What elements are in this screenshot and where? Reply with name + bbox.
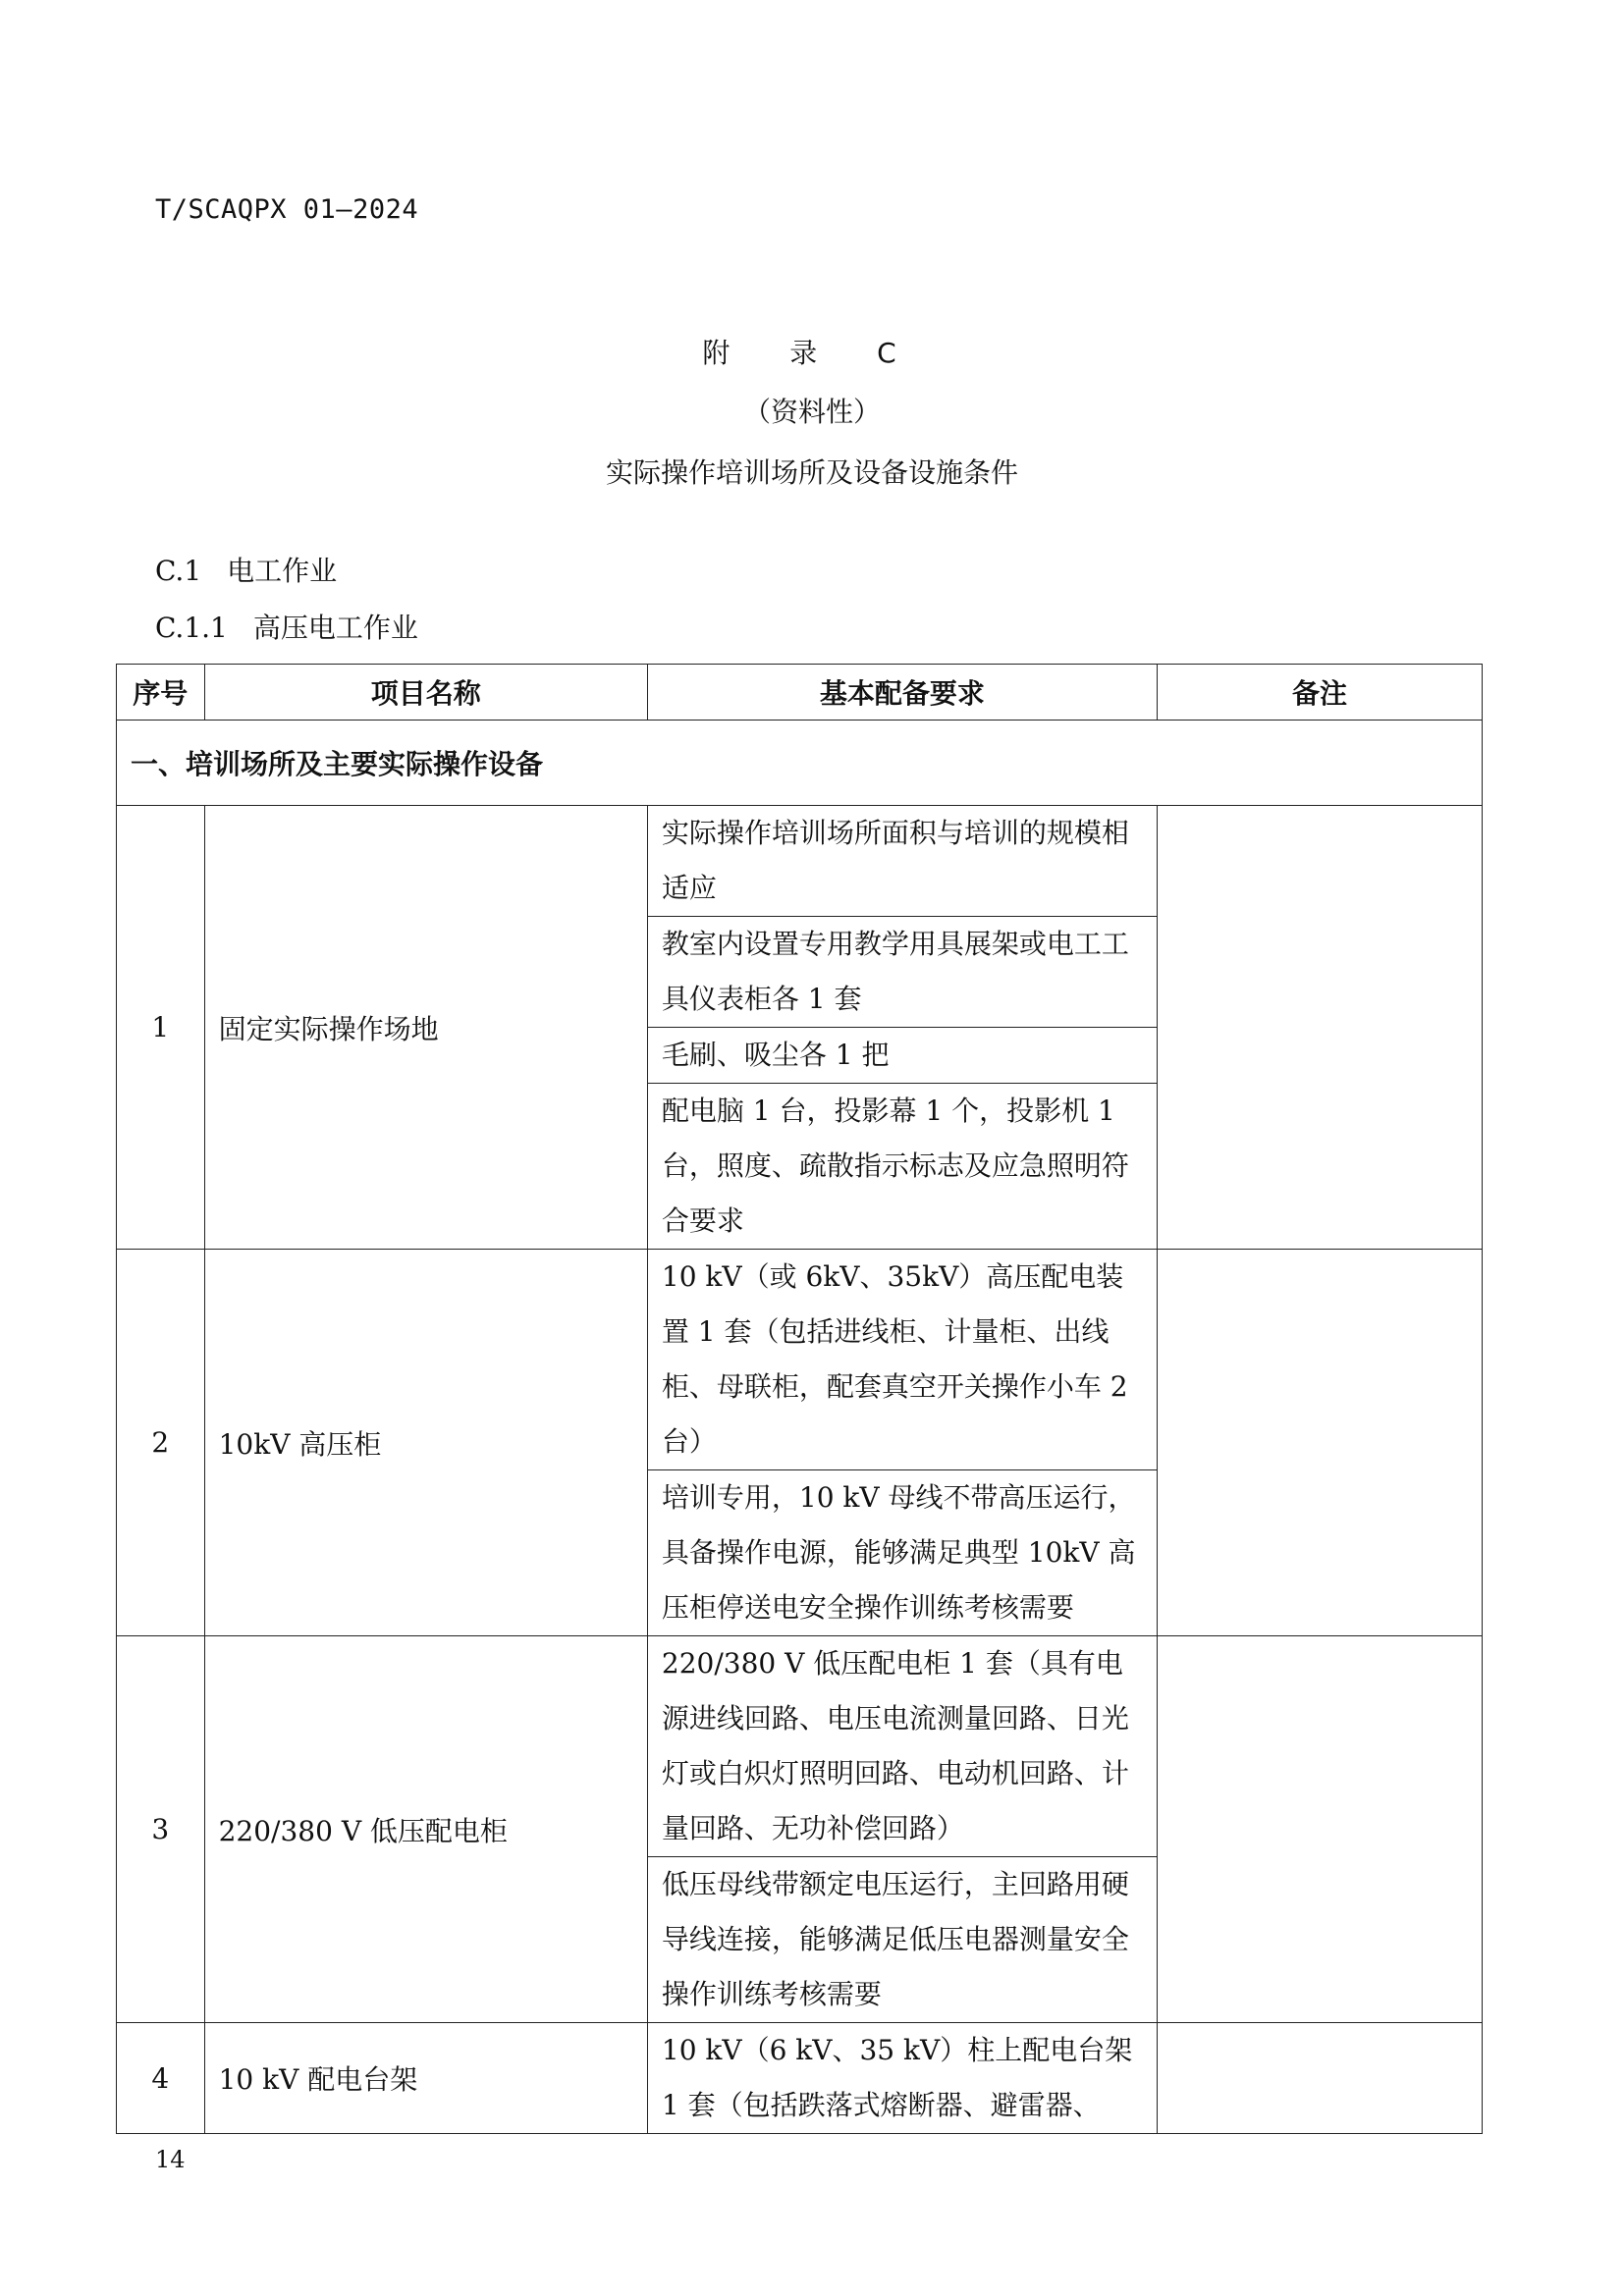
header-note: 备注 bbox=[1157, 665, 1482, 721]
appendix-subject: 实际操作培训场所及设备设施条件 bbox=[605, 456, 1018, 489]
row-requirement: 220/380 V 低压配电柜 1 套（具有电源进线回路、电压电流测量回路、日光灯或白炽灯照明回路、电动机回路、计量回路、无功补偿回路） bbox=[647, 1636, 1157, 1857]
row-requirement: 实际操作培训场所面积与培训的规模相适应 bbox=[647, 806, 1157, 917]
table-row bbox=[117, 2023, 1483, 2134]
row-requirement: 教室内设置专用教学用具展架或电工工具仪表柜各 1 套 bbox=[647, 917, 1157, 1028]
table-row bbox=[117, 1250, 1483, 1470]
row-note bbox=[1157, 1636, 1482, 2023]
row-requirement: 培训专用，10 kV 母线不带高压运行，具备操作电源，能够满足典型 10kV 高压柜停送电安全操作训练考核需要 bbox=[647, 1470, 1157, 1636]
row-number: 3 bbox=[117, 1636, 205, 2023]
row-requirement: 10 kV（或 6kV、35kV）高压配电装置 1 套（包括进线柜、计量柜、出线柜、母联柜，配套真空开关操作小车 2 台） bbox=[647, 1250, 1157, 1470]
row-item-name: 10 kV 配电台架 bbox=[204, 2023, 647, 2134]
page-number: 14 bbox=[155, 2146, 186, 2173]
row-requirement: 毛刷、吸尘各 1 把 bbox=[647, 1028, 1157, 1084]
section-number: C.1.1 bbox=[155, 612, 228, 644]
row-requirement: 低压母线带额定电压运行，主回路用硬导线连接，能够满足低压电器测量安全操作训练考核需要 bbox=[647, 1857, 1157, 2023]
table-row bbox=[117, 806, 1483, 917]
header-no: 序号 bbox=[117, 665, 205, 721]
document-code: T/SCAQPX 01—2024 bbox=[155, 194, 419, 225]
requirements-table bbox=[116, 664, 1483, 2134]
section-title: 高压电工作业 bbox=[252, 612, 418, 644]
row-item-name: 10kV 高压柜 bbox=[204, 1250, 647, 1636]
row-item-name: 固定实际操作场地 bbox=[204, 806, 647, 1250]
table-section-row bbox=[117, 721, 1483, 806]
header-name: 项目名称 bbox=[204, 665, 647, 721]
table-header-row bbox=[117, 665, 1483, 721]
section-heading-c1 bbox=[155, 550, 337, 589]
section-title: 电工作业 bbox=[227, 555, 338, 587]
table-row bbox=[117, 1636, 1483, 1857]
row-note bbox=[1157, 806, 1482, 1250]
row-number: 4 bbox=[117, 2023, 205, 2134]
row-requirement: 配电脑 1 台，投影幕 1 个，投影机 1 台，照度、疏散指示标志及应急照明符合要求 bbox=[647, 1084, 1157, 1250]
header-req: 基本配备要求 bbox=[647, 665, 1157, 721]
row-requirement: 10 kV（6 kV、35 kV）柱上配电台架 1 套（包括跌落式熔断器、避雷器、 bbox=[647, 2023, 1157, 2134]
row-number: 2 bbox=[117, 1250, 205, 1636]
table-section-title: 一、培训场所及主要实际操作设备 bbox=[117, 721, 1483, 806]
row-number: 1 bbox=[117, 806, 205, 1250]
appendix-nature: （资料性） bbox=[742, 396, 881, 428]
section-number: C.1 bbox=[155, 555, 202, 587]
row-note bbox=[1157, 2023, 1482, 2134]
row-item-name: 220/380 V 低压配电柜 bbox=[204, 1636, 647, 2023]
appendix-title: 附 录 C bbox=[702, 337, 922, 369]
row-note bbox=[1157, 1250, 1482, 1636]
section-heading-c11 bbox=[155, 607, 418, 646]
